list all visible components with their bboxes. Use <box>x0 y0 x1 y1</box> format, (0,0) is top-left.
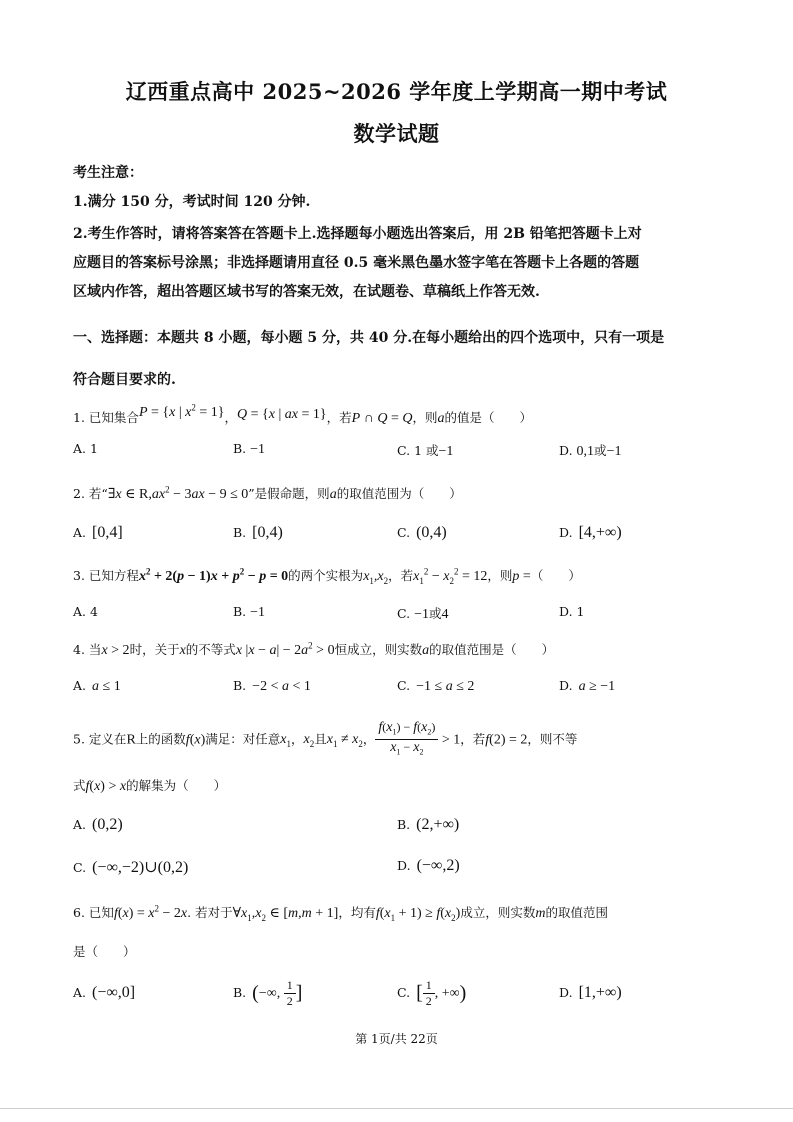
q2-option-label: B. <box>233 525 247 540</box>
q2-option-a[interactable]: A. [0,4] <box>73 524 123 541</box>
q5-text: 的解集为（ ） <box>126 778 227 793</box>
q5-text: ， <box>290 731 304 747</box>
q5-text: 上的函数 <box>135 731 186 747</box>
q5-text: ，则不等 <box>527 731 578 747</box>
q3-option-c[interactable]: C. −1或4 <box>397 606 449 622</box>
q1-option-label: B. <box>233 441 247 456</box>
q4-option-label: B. <box>233 678 247 693</box>
q6-options <box>73 978 733 1012</box>
q5-x1: $x_1$ <box>280 732 291 750</box>
question-6 <box>73 903 733 923</box>
q5-option-label: D. <box>397 858 411 873</box>
q1-option-a[interactable]: A. 1 <box>73 441 98 456</box>
q3-text: ，则 <box>487 568 513 583</box>
q5-text: ，若 <box>460 731 486 747</box>
q1-text: ，则 <box>412 410 438 425</box>
q2-options <box>73 524 733 546</box>
page-footer: 第 1页/共 22页 <box>355 1032 438 1046</box>
q5-inequality: f(x) > x <box>85 779 127 794</box>
q3-text: ，若 <box>388 568 414 583</box>
q4-inequality: x $|x - a| - 2a^2 > 0$ <box>235 640 335 658</box>
q6-text: . 若对于 <box>187 905 233 920</box>
q2-text: 的取值范围为（ ） <box>336 486 462 501</box>
q5-neq: $x_1 \ne x_2$ <box>326 732 363 750</box>
q4-number: 4. <box>73 642 85 657</box>
notice-item-2-line-3: 区域内作答，超出答题区域书写的答案无效，在试题卷、草稿纸上作答无效. <box>73 284 540 300</box>
q5-options-row-1 <box>73 816 733 838</box>
q3-text: 的两个实根为 <box>288 568 364 583</box>
q2-text: ”是假命题，则 <box>248 486 330 501</box>
exam-subtitle: 数学试题 <box>353 121 440 146</box>
q2-option-c[interactable]: C. (0,4) <box>397 524 447 541</box>
q6-quantifier: $\forall x_1,x_2$ ∈ [m,m + 1] <box>232 906 339 923</box>
q2-option-label: A. <box>73 525 87 540</box>
q2-option-label: D. <box>559 525 573 540</box>
q6-text: 已知 <box>88 905 114 920</box>
q3-roots: $x_1,x_2$ <box>363 569 389 586</box>
q1-condition: P ∩ Q = Q <box>351 411 413 426</box>
notice-heading: 考生注意： <box>73 165 143 181</box>
q5-text: 定义在 <box>88 731 127 747</box>
q6-option-label: C. <box>397 985 411 1000</box>
q1-option-d[interactable]: D. 0,1或−1 <box>559 443 622 459</box>
q3-text: （ ） <box>530 568 581 583</box>
q1-set-q: Q = {x | ax = 1} <box>237 407 327 422</box>
q1-number: 1. <box>73 410 85 425</box>
notice-item-2-line-1: 2.考生作答时，请将答案答在答题卡上.选择题每小题选出答案后，用 2B 铅笔把答题卡上对 <box>73 226 642 242</box>
question-6-line-2: 是（ ） <box>73 944 136 959</box>
q6-option-label: A. <box>73 985 87 1000</box>
q3-var-p: p = <box>512 569 531 584</box>
q4-text: 时，关于 <box>129 642 180 657</box>
q3-option-label: B. <box>233 604 247 619</box>
q2-var-a: a <box>329 487 337 502</box>
question-3 <box>73 566 733 586</box>
question-5-line-2 <box>73 776 733 795</box>
q3-text: 已知方程 <box>88 568 139 583</box>
q4-option-a[interactable]: A. a ≤ 1 <box>73 678 121 694</box>
q6-text: 成立，则实数 <box>460 905 536 920</box>
q5-x2: $x_2$ <box>303 732 315 750</box>
notice-item-2 <box>73 220 723 307</box>
q5-options-row-2 <box>73 857 733 879</box>
q5-option-label: C. <box>73 860 87 875</box>
q4-text: 恒成立，则实数 <box>334 642 423 657</box>
q2-proposition: ∃x ∈ $R,ax^2 - 3ax - 9 \le 0$ <box>107 484 249 502</box>
question-1 <box>73 402 733 427</box>
q5-func: f(x) <box>185 732 206 748</box>
q2-option-b[interactable]: B. [0,4) <box>233 524 283 541</box>
q3-equation: $x^2 + 2(p - 1)x + p^2 - p = 0$ <box>138 566 289 584</box>
question-5 <box>73 720 733 760</box>
q4-option-b[interactable]: B. −2 < a < 1 <box>233 678 311 694</box>
q6-text: ，均有 <box>338 905 376 920</box>
q3-option-d[interactable]: D. 1 <box>559 604 585 619</box>
question-4 <box>73 640 733 659</box>
q3-options <box>73 604 733 626</box>
q3-option-a[interactable]: A. 4 <box>73 604 98 619</box>
exam-title: 辽西重点高中 2025~2026 学年度上学期高一期中考试 <box>125 79 668 104</box>
q3-option-c-or: 或 <box>428 606 442 621</box>
q4-text: 当 <box>88 642 102 657</box>
q6-var-m: m <box>535 906 546 921</box>
q1-text: 的值是（ ） <box>444 410 533 425</box>
q3-option-b[interactable]: B. −1 <box>233 604 266 620</box>
q3-option-label: C. <box>397 606 411 621</box>
q1-text: ，若 <box>326 410 352 425</box>
q3-number: 3. <box>73 568 85 583</box>
q5-text: 满足：对任意 <box>205 731 281 747</box>
q5-fraction: $\frac{f(x_1) - f(x_2)}{x_1 - x_2}$ <box>375 720 438 760</box>
q6-option-label: D. <box>559 985 573 1000</box>
q4-option-label: A. <box>73 678 87 693</box>
q5-option-c[interactable]: C. (−∞,−2)∪(0,2) <box>73 859 189 876</box>
q1-text: ， <box>224 410 238 425</box>
q6-inequality: $f(x_1 + 1) \ge f(x_2)$ <box>375 906 461 923</box>
section-1-heading-line-1: 一、选择题：本题共 8 小题，每小题 5 分，共 40 分.在每小题给出的四个选项中，只有一项是 <box>73 330 665 346</box>
q5-set-r: R <box>126 732 136 748</box>
q6-option-d[interactable]: D. [1,+∞) <box>559 984 622 1001</box>
q4-var-x: x <box>179 643 186 658</box>
q6-number: 6. <box>73 905 85 920</box>
q4-option-label: D. <box>559 678 573 693</box>
q5-f2: f(2) = 2 <box>485 732 528 748</box>
q6-option-b[interactable]: B. (−∞, $\frac{1}{2}$ ] <box>233 978 303 1008</box>
question-2 <box>73 484 733 503</box>
q2-number: 2. <box>73 486 85 501</box>
q2-option-label: C. <box>397 525 411 540</box>
q1-text: 已知集合 <box>88 410 139 425</box>
q5-option-a[interactable]: A. (0,2) <box>73 816 123 833</box>
q5-number: 5. <box>73 731 85 747</box>
q4-options <box>73 678 733 700</box>
q6-option-a[interactable]: A. (−∞,0] <box>73 984 136 1001</box>
bottom-divider <box>0 1108 793 1109</box>
q1-option-b[interactable]: B. −1 <box>233 441 266 457</box>
q1-var-a: a <box>437 411 445 426</box>
q4-var-a: a <box>422 643 430 658</box>
q5-option-label: A. <box>73 817 87 832</box>
q4-text: 的取值范围是（ ） <box>429 642 555 657</box>
q2-text: 若“ <box>88 486 108 501</box>
q1-options <box>73 441 733 463</box>
q6-option-c[interactable]: C. [ $\frac{1}{2}$ , +∞) <box>397 978 467 1008</box>
q6-func: $f(x) = x^2 - 2x$ <box>113 903 188 921</box>
q5-option-label: B. <box>397 817 411 832</box>
q4-option-label: C. <box>397 678 411 693</box>
q1-option-label: C. 1 或 <box>397 443 439 458</box>
notice-item-2-line-2: 应题目的答案标号涂黑；非选择题请用直径 0.5 毫米黑色墨水签字笔在答题卡上各题的答题 <box>73 255 640 271</box>
q1-option-label: D. <box>559 443 573 458</box>
q3-condition: $x_1^2 - x_2^2 = 12$ <box>413 566 488 586</box>
notice-item-1: 1.满分 150 分，考试时间 120 分钟. <box>73 194 311 210</box>
q5-text: 且 <box>314 731 327 747</box>
q5-text: ， <box>362 731 376 747</box>
q2-option-d[interactable]: D. [4,+∞) <box>559 524 622 541</box>
q4-option-c[interactable]: C. −1 ≤ a ≤ 2 <box>397 678 475 694</box>
q4-condition: x > 2 <box>101 643 130 658</box>
q4-option-d[interactable]: D. a ≥ −1 <box>559 678 616 694</box>
q5-option-d[interactable]: D. (−∞,2) <box>397 857 460 874</box>
q6-text: 的取值范围 <box>545 905 608 920</box>
q1-set-p: P = {x | $x^2 = 1$} <box>138 402 225 420</box>
q5-text: 式 <box>73 778 86 793</box>
q1-option-c[interactable]: C. 1 或−1 <box>397 443 454 459</box>
section-1-heading-line-2: 符合题目要求的. <box>73 372 176 388</box>
q5-option-b[interactable]: B. (2,+∞) <box>397 816 460 833</box>
q6-option-label: B. <box>233 985 247 1000</box>
q4-text: 的不等式 <box>185 642 236 657</box>
q5-gt-1: > 1 <box>438 732 461 748</box>
